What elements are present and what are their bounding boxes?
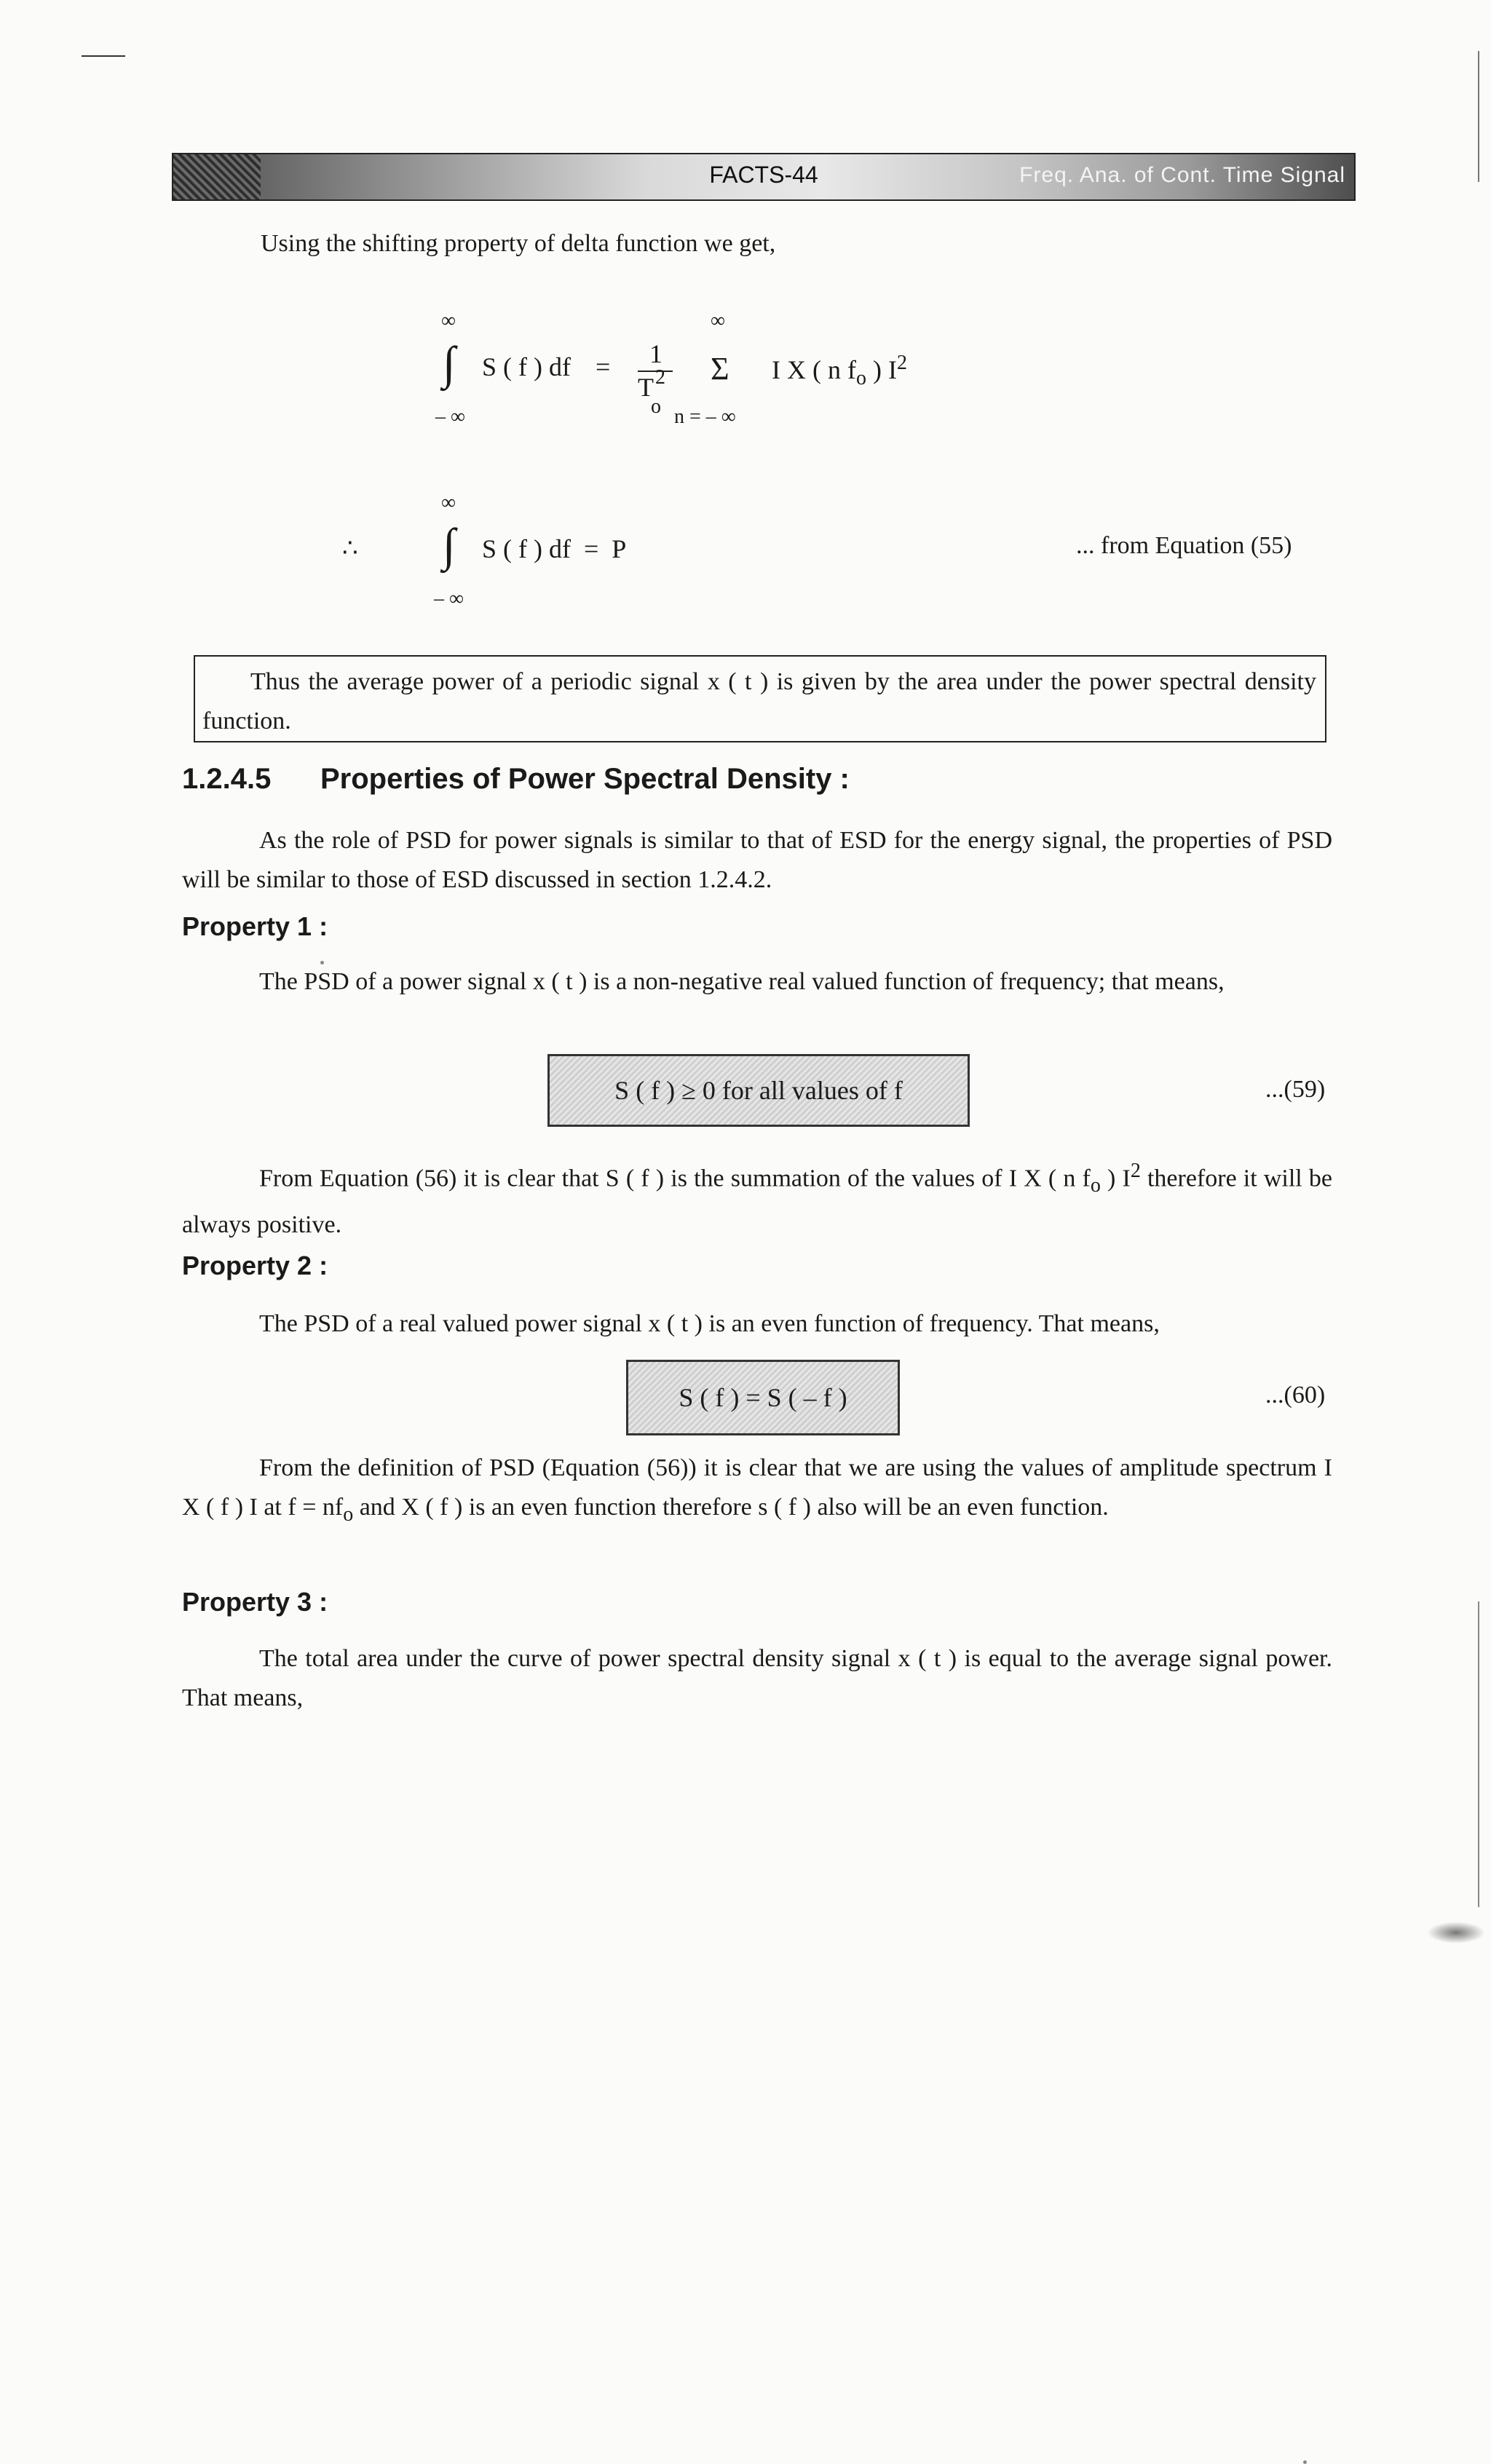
scan-smudge [1427,1922,1485,1944]
eq1-int-upper: ∞ [441,309,456,332]
eq1-term-sub: o [855,367,866,390]
eq1-term-end: ) I [872,355,897,384]
summary-box [194,655,1326,742]
property-1-explain-sup: 2 [1130,1160,1141,1182]
eq1-frac-den-sub: o [651,395,661,418]
property-3-body: The total area under the curve of power spectral density signal x ( t ) is equal to the average signal power. That means, [182,1645,1332,1711]
eq1-equals: = [596,352,611,381]
property-2-text [182,1304,1332,1344]
equation-2 [342,491,1347,615]
scan-edge-mark [1478,1601,1479,1907]
eq1-term-main: I X ( n f [772,355,856,384]
property-2-heading: Property 2 : [182,1251,328,1280]
property-2-body: The PSD of a real valued power signal x ( t ) is an even function of frequency. That means, [259,1310,1160,1337]
therefore-sign: ∴ [342,535,358,562]
eq1-frac-num: 1 [649,339,663,368]
summary-text [202,662,1316,741]
eq1-term-sup: 2 [896,352,907,374]
property-3-text [182,1639,1332,1718]
eq1-frac-den: T [638,373,654,402]
scan-edge-mark [1478,51,1479,182]
header-chapter: Freq. Ana. of Cont. Time Signal [1019,163,1345,187]
property-1-heading: Property 1 : [182,911,328,941]
section-title: Properties of Power Spectral Density : [320,763,850,795]
eq1-int-lower: – ∞ [435,405,465,428]
integral-sign: ∫ [443,519,456,571]
eq2-int-lower: – ∞ [434,587,464,610]
intro-text: Using the shifting property of delta function we get, [261,230,776,257]
page-edge-mark [82,55,125,57]
header-title: FACTS-44 [709,162,818,188]
property-3-heading: Property 3 : [182,1587,328,1617]
scan-speck [1303,2460,1307,2464]
eq1-integrand: S ( f ) df [482,352,571,381]
running-header [172,153,1356,201]
scan-speck [320,961,324,964]
property-1-explain-sub: o [1090,1174,1101,1197]
equation-59-number: ...(59) [1265,1076,1326,1103]
section-number: 1.2.4.5 [182,763,272,795]
property-2-explain-a: From the definition of PSD (Equation (56)) it is clear that we are using the values of amplitude spectrum I X ( f ) I at f = nf [182,1454,1332,1521]
equation-60-box: S ( f ) = S ( – f ) [626,1360,900,1435]
summary-content: Thus the average power of a periodic signal x ( t ) is given by the area under the power spectral density function. [202,668,1316,734]
property-2-explain-b: and X ( f ) is an even function therefore s ( f ) also will be an even function. [359,1494,1109,1521]
property-1-body: The PSD of a power signal x ( t ) is a non-negative real valued function of frequency; that means, [259,968,1225,995]
equation-1 [430,309,983,433]
eq2-int-upper: ∞ [441,491,456,514]
eq1-sum-lower: n = – ∞ [674,405,736,428]
property-1-explain-b: ) I [1107,1165,1131,1192]
sigma-sign: Σ [711,351,729,387]
eq2-expression: S ( f ) df = P [482,534,627,563]
section-intro [182,821,1332,900]
property-1-text [182,962,1332,1002]
equation-59-box: S ( f ) ≥ 0 for all values of f [547,1054,970,1127]
property-1-explain-c: therefore it will be always positive. [182,1165,1332,1239]
property-1-explanation [182,1152,1332,1245]
property-2-explanation [182,1449,1332,1534]
section-intro-text: As the role of PSD for power signals is similar to that of ESD for the energy signal, the properties of PSD will be similar to those of ESD discussed in section 1.2.4.2. [182,827,1332,893]
eq1-frac-den-sup: 2 [655,366,665,389]
property-1-explain-a: From Equation (56) it is clear that S ( f ) is the summation of the values of I X ( n f [259,1165,1091,1192]
eq1-sum-upper: ∞ [711,309,725,332]
integral-sign: ∫ [443,337,456,389]
property-2-explain-sub: o [343,1502,354,1526]
eq2-reference: ... from Equation (55) [1076,532,1292,559]
equation-60-number: ...(60) [1265,1382,1326,1409]
eq1-term [772,352,907,390]
